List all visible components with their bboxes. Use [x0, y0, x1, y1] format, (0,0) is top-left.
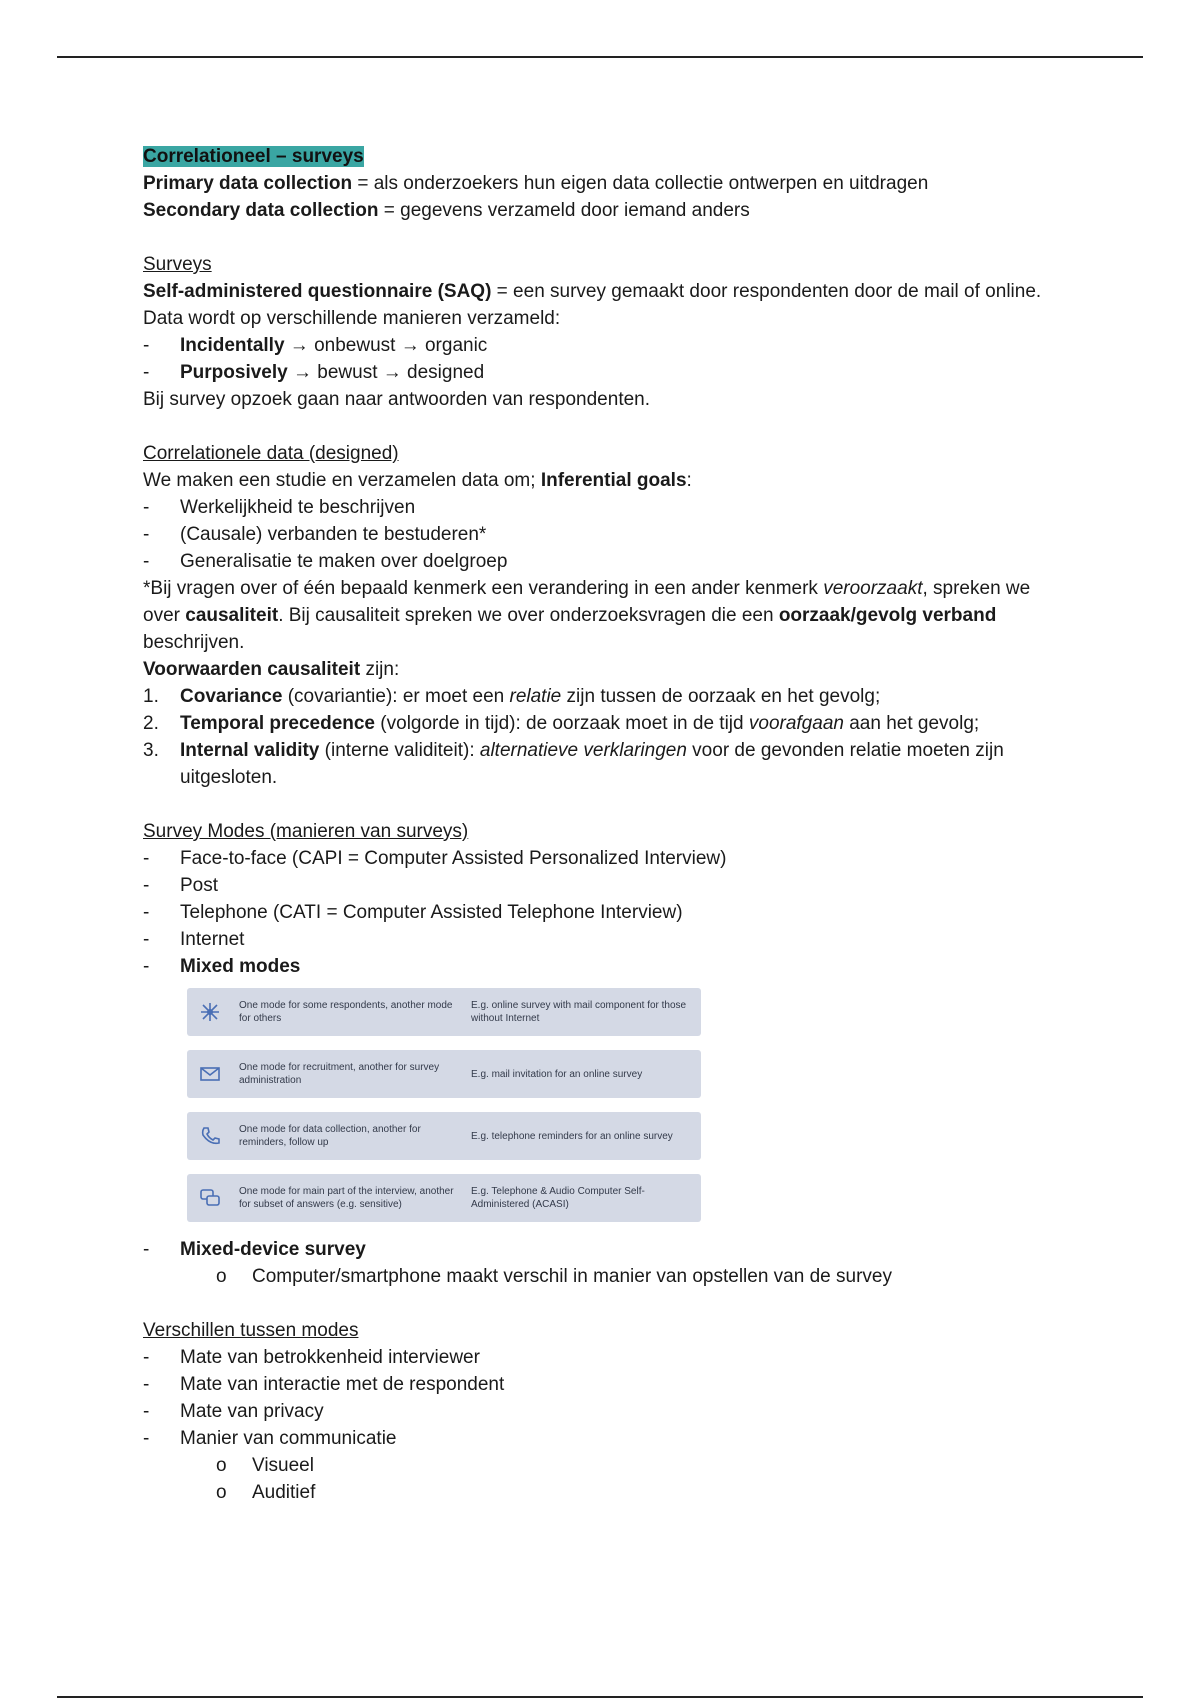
- document-body: [143, 143, 1063, 1506]
- list-item: - Mate van betrokkenheid interviewer: [143, 1347, 480, 1368]
- list-item: - Werkelijkheid te beschrijven: [143, 497, 416, 518]
- footer-rule: [57, 1696, 1143, 1698]
- surveys-heading: Surveys: [143, 254, 212, 275]
- network-icon: [197, 999, 223, 1025]
- envelope-icon: [197, 1061, 223, 1087]
- survey-modes-heading: Survey Modes (manieren van surveys): [143, 821, 469, 842]
- list-item: - Manier van communicatie: [143, 1428, 397, 1449]
- mixed-mode-row: One mode for recruitment, another for survey administration E.g. mail invitation for an online survey: [187, 1050, 701, 1098]
- list-item: 3. Internal validity (interne validiteit): alternatieve verklaringen voor de gevonden relatie moeten zijn uitgesloten.: [143, 740, 1004, 788]
- list-item: - Face-to-face (CAPI = Computer Assisted Personalized Interview): [143, 848, 727, 869]
- list-item: - Mate van interactie met de respondent: [143, 1374, 505, 1395]
- mixed-modes-table: [187, 988, 701, 1222]
- list-item: 2. Temporal precedence (volgorde in tijd): de oorzaak moet in de tijd voorafgaan aan het gevolg;: [143, 713, 980, 734]
- phone-icon: [197, 1123, 223, 1149]
- sub-list-item: o Auditief: [216, 1482, 316, 1503]
- inferential-goals-intro: We maken een studie en verzamelen data om; Inferential goals:: [143, 470, 692, 491]
- mixed-mode-row: One mode for data collection, another for reminders, follow up E.g. telephone reminders for an online survey: [187, 1112, 701, 1160]
- list-item: - Mate van privacy: [143, 1401, 324, 1422]
- correlational-data-heading: Correlationele data (designed): [143, 443, 399, 464]
- saq-definition: Self-administered questionnaire (SAQ) = een survey gemaakt door respondenten door de mail of online.: [143, 281, 1042, 302]
- primary-definition: Primary data collection = als onderzoekers hun eigen data collectie ontwerpen en uitdragen: [143, 173, 929, 194]
- list-item: - Mixed modes: [143, 956, 301, 977]
- differences-heading: Verschillen tussen modes: [143, 1320, 359, 1341]
- list-item: - Purposively → bewust → designed: [143, 362, 485, 383]
- conditions-intro: Voorwaarden causaliteit zijn:: [143, 659, 400, 680]
- sub-list-item: o Computer/smartphone maakt verschil in manier van opstellen van de survey: [216, 1266, 892, 1287]
- list-item: - Mixed-device survey: [143, 1239, 366, 1260]
- chat-icon: [197, 1185, 223, 1211]
- mixed-mode-row: One mode for main part of the interview, another for subset of answers (e.g. sensitive) E.g. Telephone & Audio Computer Self-Administered (ACASI): [187, 1174, 701, 1222]
- list-item: - (Causale) verbanden te bestuderen*: [143, 524, 487, 545]
- list-item: 1. Covariance (covariantie): er moet een relatie zijn tussen de oorzaak en het gevolg;: [143, 686, 881, 707]
- sub-list-item: o Visueel: [216, 1455, 314, 1476]
- mixed-mode-row: One mode for some respondents, another mode for others E.g. online survey with mail component for those without Internet: [187, 988, 701, 1036]
- section-title: Correlationeel – surveys: [143, 146, 364, 167]
- causality-note: *Bij vragen over of één bepaald kenmerk een verandering in een ander kenmerk veroorzaakt, spreken we over causaliteit. Bij causaliteit spreken we over onderzoeksvragen die een oorzaak/gevolg verband beschrijven.: [143, 578, 1031, 653]
- header-rule: [57, 56, 1143, 58]
- surveys-closing: Bij survey opzoek gaan naar antwoorden van respondenten.: [143, 389, 651, 410]
- list-item: - Internet: [143, 929, 245, 950]
- list-item: - Post: [143, 875, 219, 896]
- list-item: - Telephone (CATI = Computer Assisted Telephone Interview): [143, 902, 683, 923]
- list-item: - Incidentally → onbewust → organic: [143, 335, 488, 356]
- list-item: - Generalisatie te maken over doelgroep: [143, 551, 508, 572]
- collection-intro: Data wordt op verschillende manieren verzameld:: [143, 308, 561, 329]
- secondary-definition: Secondary data collection = gegevens verzameld door iemand anders: [143, 200, 750, 221]
